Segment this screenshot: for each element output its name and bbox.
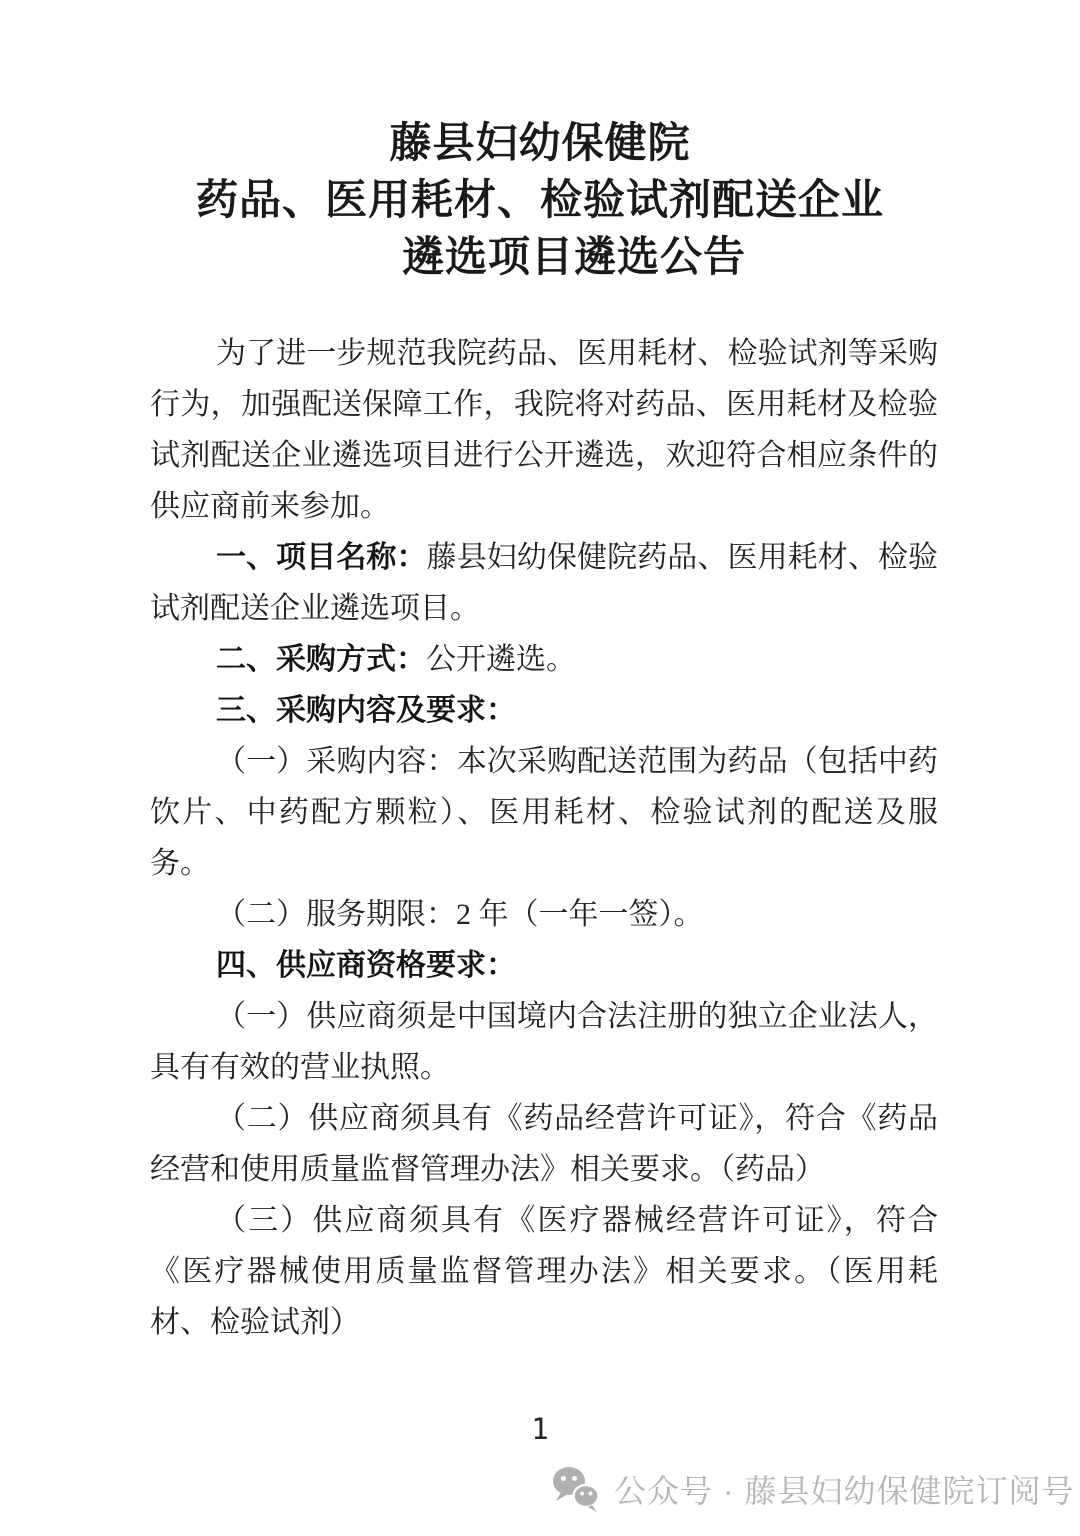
paragraph-intro (150, 328, 938, 532)
paragraph-item-4-2 (150, 1093, 938, 1195)
paragraph-text: （二）供应商须具有《药品经营许可证》，符合《药品经营和使用质量监督管理办法》相关要求。（药品） (150, 1102, 938, 1186)
title-line-1: 藤县妇幼保健院 (389, 121, 691, 167)
paragraph-text: （一）采购内容：本次采购配送范围为药品（包括中药饮片、中药配方颗粒）、医用耗材、检验试剂的配送及服务。 (150, 745, 938, 880)
paragraph-text: （三）供应商须具有《医疗器械经营许可证》，符合《医疗器械使用质量监督管理办法》相关要求。（医用耗材、检验试剂） (150, 1204, 938, 1339)
paragraph-item-4-3 (150, 1195, 938, 1348)
document-body (150, 328, 938, 1348)
paragraph-section-3 (150, 685, 938, 736)
page-number: 1 (531, 1412, 549, 1446)
paragraph-item-3-1 (150, 736, 938, 889)
section-2-heading: 二、采购方式： (216, 643, 426, 676)
wechat-watermark (552, 1466, 1074, 1512)
section-1-heading: 一、项目名称： (216, 541, 427, 574)
paragraph-section-2 (150, 634, 938, 685)
paragraph-text: 公开遴选。 (426, 643, 576, 676)
title-line-3: 遴选项目遴选公告 (401, 235, 746, 281)
title-line-2: 药品、医用耗材、检验试剂配送企业 (195, 178, 884, 224)
paragraph-text: 为了进一步规范我院药品、医用耗材、检验试剂等采购行为，加强配送保障工作，我院将对药品、医用耗材及检验试剂配送企业遴选项目进行公开遴选，欢迎符合相应条件的供应商前来参加。 (150, 337, 938, 523)
paragraph-item-3-2 (150, 889, 938, 940)
paragraph-section-4 (150, 940, 938, 991)
paragraph-section-1 (150, 532, 938, 634)
paragraph-item-4-1 (150, 991, 938, 1093)
paragraph-text: （二）服务期限：2 年（一年一签）。 (216, 898, 704, 931)
section-4-heading: 四、供应商资格要求： (216, 949, 516, 982)
document-title (0, 116, 1080, 287)
section-3-heading: 三、采购内容及要求： (216, 694, 516, 727)
wechat-bubbles-icon (552, 1466, 600, 1512)
paragraph-text: （一）供应商须是中国境内合法注册的独立企业法人，具有有效的营业执照。 (150, 1000, 938, 1084)
paragraph-text: 藤县妇幼保健院药品、医用耗材、检验试剂配送企业遴选项目。 (150, 541, 939, 625)
watermark-text: 公众号 · 藤县妇幼保健院订阅号 (614, 1473, 1075, 1509)
